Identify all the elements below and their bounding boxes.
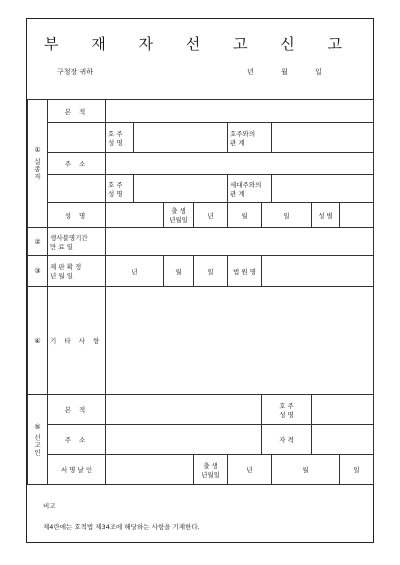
section1-label: 실종자 bbox=[33, 158, 41, 181]
declarant-sign-field[interactable] bbox=[106, 455, 194, 485]
date-month-label: 월 bbox=[281, 68, 288, 76]
declarant-juso-label: 주 소 bbox=[48, 425, 106, 455]
missing-birth-day[interactable]: 일 bbox=[262, 203, 312, 228]
missing-hoju-rel-label: 호주와의 관 계 bbox=[228, 123, 272, 153]
form-grid bbox=[27, 99, 374, 485]
section3-month[interactable]: 월 bbox=[164, 256, 194, 287]
section3-court-label: 법 원 명 bbox=[228, 256, 262, 287]
section2-field[interactable] bbox=[106, 228, 374, 256]
missing-sedaeju-rel-field[interactable] bbox=[272, 175, 374, 203]
section4-field[interactable] bbox=[106, 287, 374, 395]
declarant-birth-year[interactable]: 년 bbox=[228, 455, 272, 485]
declarant-qual-label: 자 격 bbox=[262, 425, 312, 455]
section3-day[interactable]: 일 bbox=[194, 256, 228, 287]
section3-number: ③ bbox=[28, 256, 48, 287]
section1-number: ① bbox=[34, 146, 41, 155]
declarant-hoju-field[interactable] bbox=[312, 395, 374, 425]
notes-heading: 비고 bbox=[43, 502, 56, 510]
missing-birth-month[interactable]: 월 bbox=[228, 203, 262, 228]
section2-number: ② bbox=[28, 228, 48, 256]
section2-label: 생사불명기간 만 료 일 bbox=[48, 228, 106, 256]
missing-juso-label: 주 소 bbox=[48, 153, 106, 175]
section4-label: 기 타 사 항 bbox=[48, 287, 106, 395]
declarant-bonjeok-field[interactable] bbox=[106, 395, 262, 425]
missing-sedaeju-name-field[interactable] bbox=[134, 175, 228, 203]
section5-label: 신고인 bbox=[33, 433, 41, 457]
declarant-birth-label: 출 생 년월일 bbox=[194, 455, 228, 485]
missing-hoju-rel-field[interactable] bbox=[272, 123, 374, 153]
section5-header bbox=[28, 395, 48, 485]
declarant-hoju-label: 호 주 성 명 bbox=[262, 395, 312, 425]
missing-name-field[interactable] bbox=[106, 203, 164, 228]
section3-year[interactable]: 년 bbox=[106, 256, 164, 287]
addressee: 구청장 귀하 bbox=[57, 68, 94, 76]
declarant-juso-field[interactable] bbox=[106, 425, 262, 455]
missing-bonjeok-extra[interactable] bbox=[48, 123, 106, 153]
declarant-birth-day[interactable]: 일 bbox=[340, 455, 374, 485]
section3-label: 재 판 확 정 년 월 일 bbox=[48, 256, 106, 287]
missing-hoju-name-field[interactable] bbox=[134, 123, 228, 153]
missing-bonjeok-label: 본 적 bbox=[48, 100, 106, 123]
missing-sex-field[interactable] bbox=[340, 203, 374, 228]
section3-court-field[interactable] bbox=[262, 256, 374, 287]
declarant-birth-month[interactable]: 월 bbox=[272, 455, 340, 485]
missing-birth-year[interactable]: 년 bbox=[194, 203, 228, 228]
section1-header bbox=[28, 100, 48, 228]
missing-sedaeju-rel-label: 세대주와의 관 계 bbox=[228, 175, 272, 203]
missing-name-label: 성 명 bbox=[48, 203, 106, 228]
declarant-sign-label: 서 명 날 인 bbox=[48, 455, 106, 485]
section4-number: ④ bbox=[28, 287, 48, 395]
date-day-label: 일 bbox=[315, 68, 322, 76]
declarant-qual-field[interactable] bbox=[312, 425, 374, 455]
missing-sex-label: 성 별 bbox=[312, 203, 340, 228]
form-title: 부 재 자 선 고 신 고 bbox=[43, 35, 357, 53]
date-year-label: 년 bbox=[247, 68, 254, 76]
missing-juso-extra[interactable] bbox=[48, 175, 106, 203]
missing-sedaeju-name-label: 호 주 성 명 bbox=[106, 175, 134, 203]
missing-hoju-name-label: 호 주 성 명 bbox=[106, 123, 134, 153]
declaration-form bbox=[26, 18, 374, 543]
declarant-bonjeok-label: 본 적 bbox=[48, 395, 106, 425]
missing-juso-field[interactable] bbox=[106, 153, 374, 175]
section5-number: ⑤ bbox=[34, 422, 41, 431]
missing-birth-label: 출 생 년월일 bbox=[164, 203, 194, 228]
missing-bonjeok-field[interactable] bbox=[106, 100, 374, 123]
notes-body: 제4란에는 호적법 제34조에 해당하는 사항을 기재한다. bbox=[43, 523, 200, 531]
